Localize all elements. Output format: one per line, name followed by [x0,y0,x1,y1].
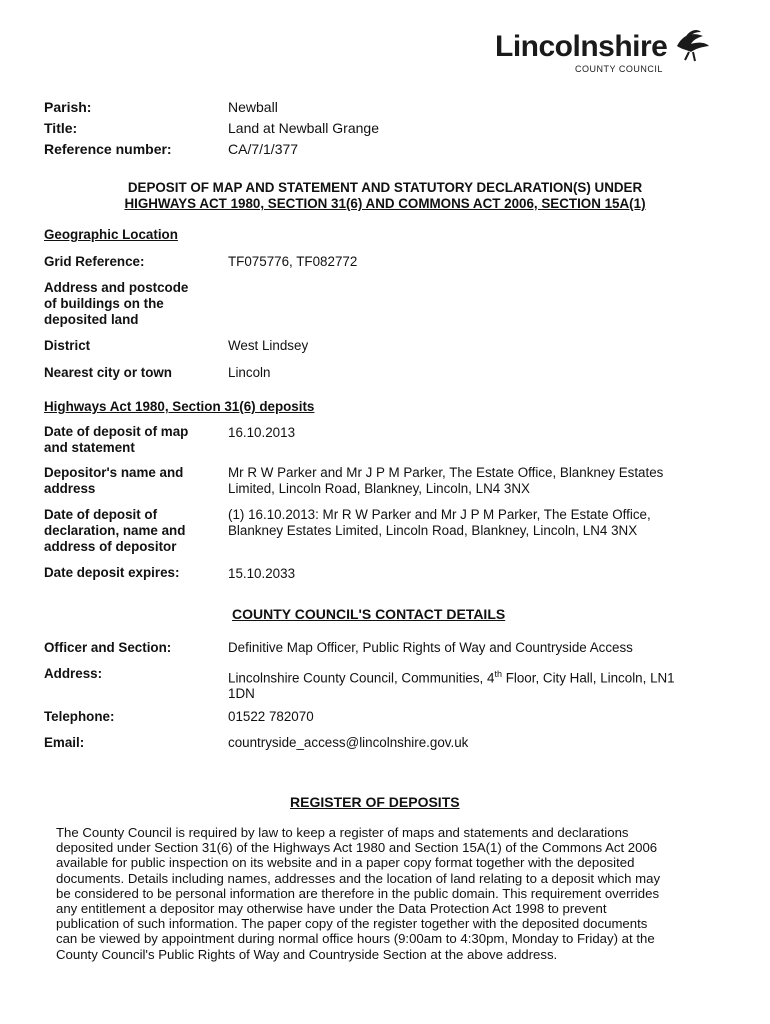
paragraph-line: available for public inspection on its website and in a paper copy format together with the deposited [56,855,635,871]
declaration-label-line: declaration, name and [44,523,186,538]
paragraph-line: deposited under Section 31(6) of the Highways Act 1980 and Section 15A(1) of the Commons Act 2006 [56,840,658,856]
grid-reference-label: Grid Reference: [44,254,145,269]
council-logo [495,28,715,80]
logo-subtitle: COUNTY COUNCIL [575,64,663,74]
address-label: Address: [44,666,103,681]
deposit-date-label-line: and statement [44,440,135,455]
grid-reference-value: TF075776, TF082772 [228,254,358,269]
document-heading [0,180,770,212]
logo-name: Lincolnshire [495,30,668,63]
telephone-value: 01522 782070 [228,709,314,724]
district-value: West Lindsey [228,338,309,353]
declaration-label-line: Date of deposit of [44,507,158,522]
address-value [228,666,675,702]
contact-details-heading: COUNTY COUNCIL'S CONTACT DETAILS [232,606,506,622]
register-paragraph [56,825,716,962]
paragraph-line: publication of such information. The paper copy of the register together with the deposited documents [56,916,648,932]
expiry-value: 15.10.2033 [228,566,296,581]
nearest-city-value: Lincoln [228,365,271,380]
imp-emblem-icon [673,28,713,62]
deposit-date-label-line: Date of deposit of map [44,424,189,439]
paragraph-line: can be viewed by appointment during normal office hours (9:00am to 4:30pm, Monday to Friday) at the [56,931,655,947]
paragraph-line: documents. Details including names, addresses and the location of land relating to a deposit which may [56,870,661,886]
declaration-label [44,507,185,555]
reference-value: CA/7/1/377 [228,141,299,157]
paragraph-line: any entitlement a depositor may otherwise have under the Data Protection Act 1998 to prevent [56,901,607,917]
depositor-line: Mr R W Parker and Mr J P M Parker, The Estate Office, Blankney Estates [228,465,664,480]
reference-label: Reference number: [44,141,172,157]
declaration-line: Blankney Estates Limited, Lincoln Road, Blankney, Lincoln, LN4 3NX [228,523,638,538]
officer-label: Officer and Section: [44,640,172,655]
deposit-date-label [44,424,188,456]
telephone-label: Telephone: [44,709,115,724]
heading-line-2: HIGHWAYS ACT 1980, SECTION 31(6) AND COMMONS ACT 2006, SECTION 15A(1) [124,196,646,211]
heading-line-1: DEPOSIT OF MAP AND STATEMENT AND STATUTORY DECLARATION(S) UNDER [127,180,643,195]
officer-value: Definitive Map Officer, Public Rights of Way and Countryside Access [228,640,633,655]
paragraph-line: The County Council is required by law to keep a register of maps and statements and declarations [56,825,629,840]
address-part: Floor, City Hall, Lincoln, LN1 [501,670,675,686]
deposit-date-value: 16.10.2013 [228,425,296,440]
address-label-line: of buildings on the [44,296,164,311]
depositor-label-line: Depositor's name and [44,465,184,480]
address-label-line: Address and postcode [44,280,189,295]
nearest-city-label: Nearest city or town [44,365,172,380]
depositor-label-line: address [44,481,96,496]
title-label: Title: [44,120,78,136]
address-line [228,666,675,686]
geographic-location-heading: Geographic Location [44,227,178,242]
parish-value: Newball [228,99,278,115]
paragraph-line: be considered to be personal information are therefore in the public domain. This requirement overrides [56,885,660,901]
parish-label: Parish: [44,99,92,115]
email-label: Email: [44,735,85,750]
depositor-value [228,465,663,497]
register-heading: REGISTER OF DEPOSITS [290,794,460,810]
declaration-value [228,507,651,539]
email-value[interactable]: countryside_access@lincolnshire.gov.uk [228,735,469,750]
declaration-line: (1) 16.10.2013: Mr R W Parker and Mr J P M Parker, The Estate Office, [228,507,651,522]
title-value: Land at Newball Grange [228,120,379,136]
address-superscript: th [494,669,502,679]
address-part: Lincolnshire County Council, Communities, 4 [228,670,495,686]
paragraph-line: County Council's Public Rights of Way and Countryside Section at the above address. [56,946,558,962]
address-label-line: deposited land [44,312,139,327]
depositor-label [44,465,183,497]
depositor-line: Limited, Lincoln Road, Blankney, Lincoln, LN4 3NX [228,481,530,496]
highways-deposits-heading: Highways Act 1980, Section 31(6) deposits [44,399,315,414]
declaration-label-line: address of depositor [44,539,177,554]
address-postcode-label [44,280,188,328]
district-label: District [44,338,91,353]
address-line: 1DN [228,686,255,702]
expiry-label: Date deposit expires: [44,565,180,580]
